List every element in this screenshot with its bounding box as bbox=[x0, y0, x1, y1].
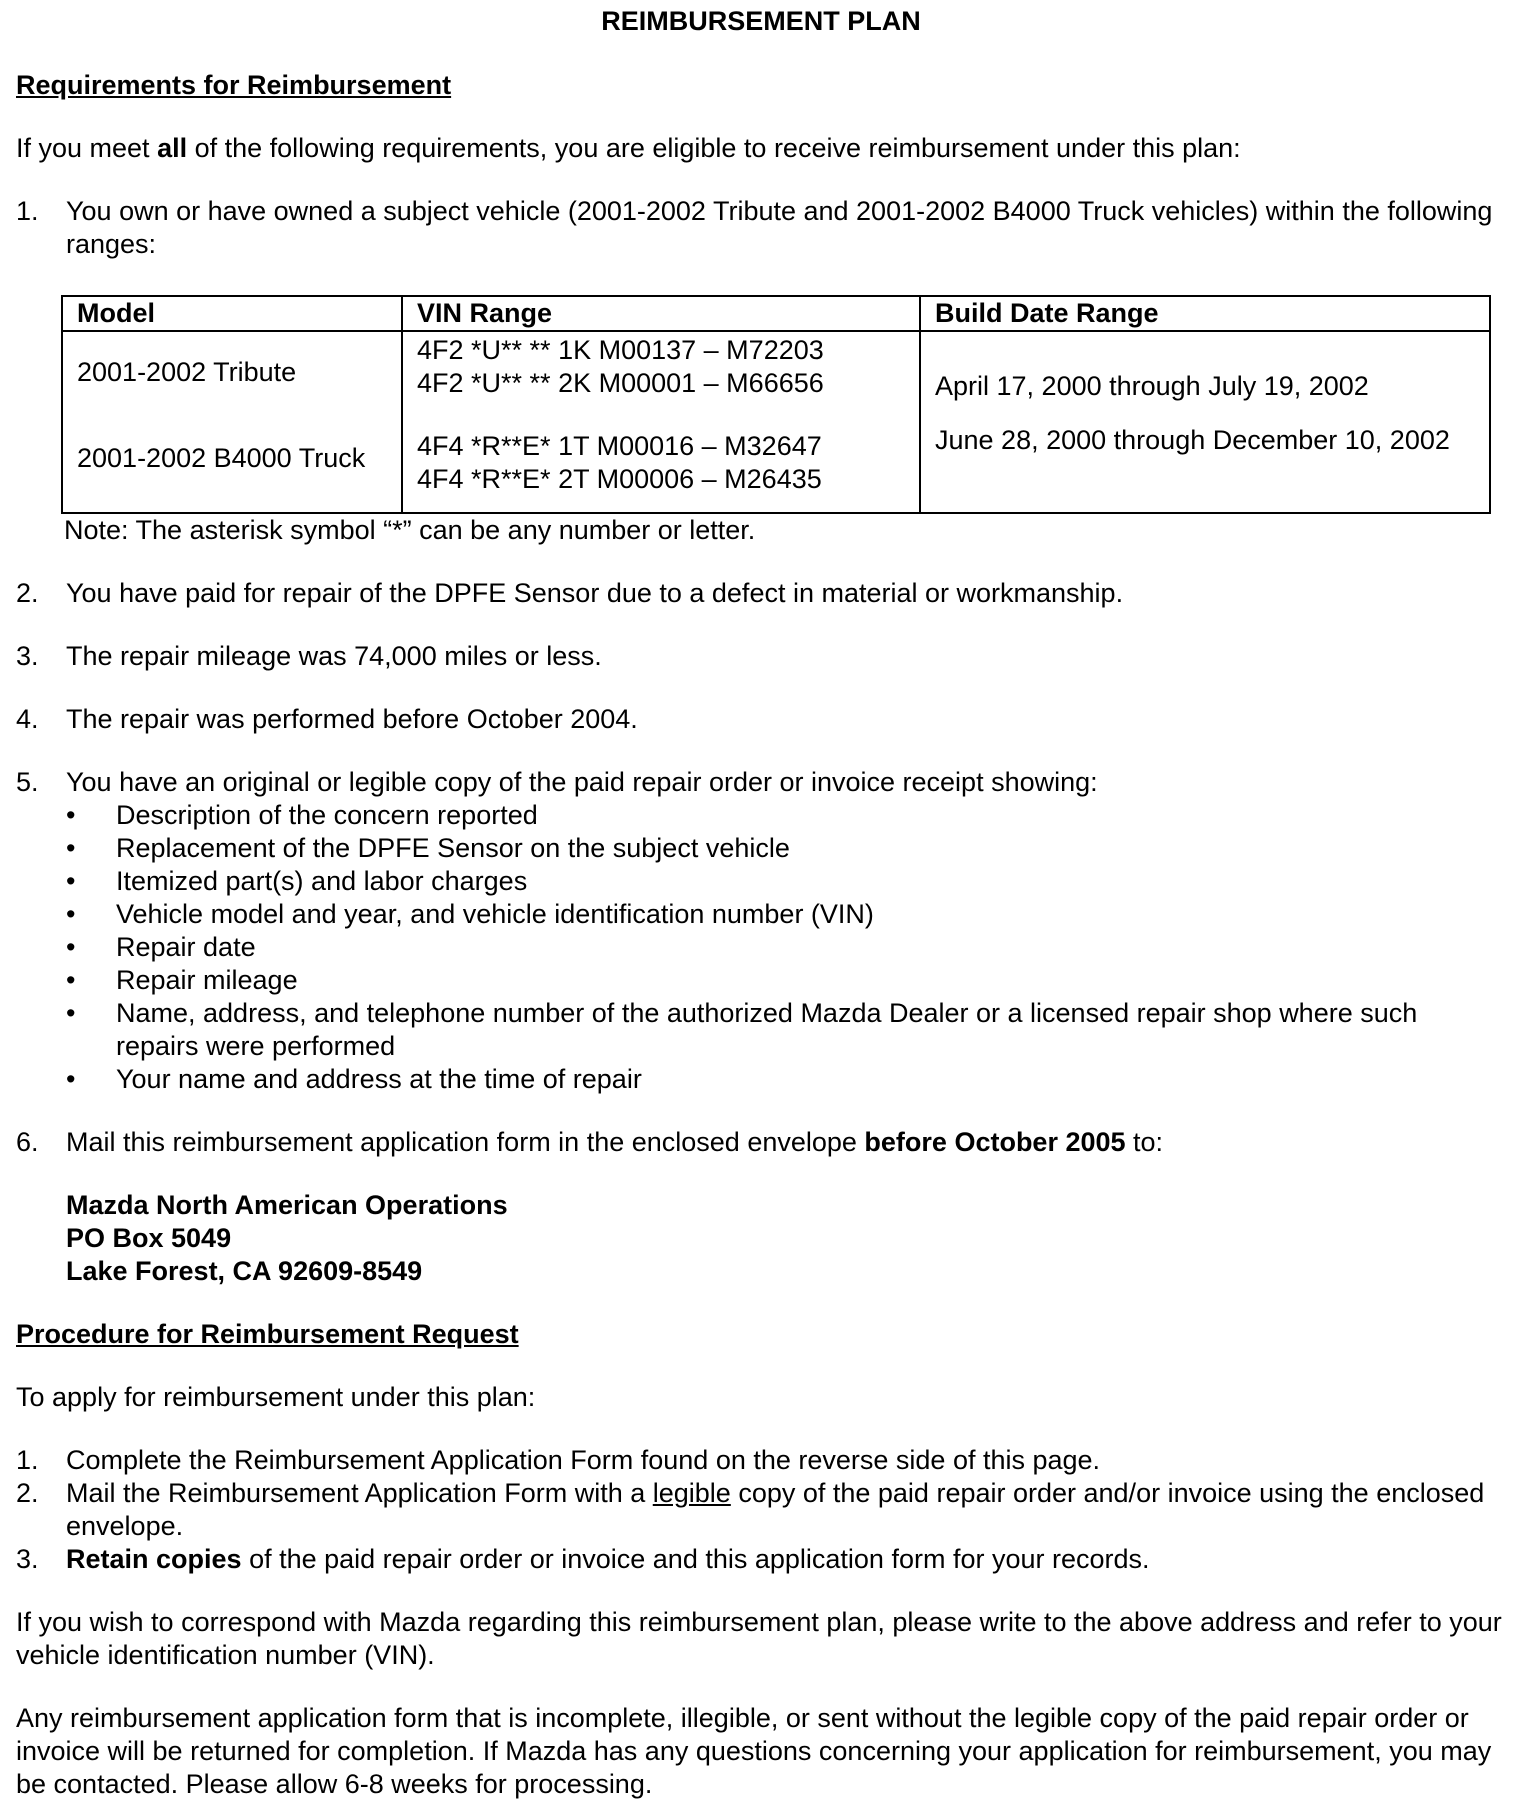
list-item: • Repair date bbox=[66, 931, 1506, 964]
header-model: Model bbox=[62, 296, 402, 331]
vin-range: 4F4 *R**E* 2T M00006 – M26435 bbox=[417, 464, 822, 494]
vin-range: 4F2 *U** ** 1K M00137 – M72203 bbox=[417, 335, 824, 365]
vehicle-range-table bbox=[61, 295, 1491, 514]
procedure-heading: Procedure for Reimbursement Request bbox=[16, 1319, 519, 1349]
list-item: • Name, address, and telephone number of the authorized Mazda Dealer or a licensed repair shop where such repairs were performed bbox=[66, 997, 1506, 1063]
address-line: Mazda North American Operations bbox=[66, 1190, 508, 1220]
address-line: Lake Forest, CA 92609-8549 bbox=[66, 1256, 423, 1286]
procedure-intro: To apply for reimbursement under this plan: bbox=[16, 1382, 536, 1412]
model-tribute: 2001-2002 Tribute bbox=[77, 357, 297, 387]
header-build-date-range: Build Date Range bbox=[920, 296, 1490, 331]
build-date-b4000: June 28, 2000 through December 10, 2002 bbox=[935, 425, 1450, 455]
receipt-requirements-list bbox=[16, 799, 1506, 1096]
list-item: • Your name and address at the time of repair bbox=[66, 1063, 1506, 1096]
list-item: • Itemized part(s) and labor charges bbox=[66, 865, 1506, 898]
list-item: • Vehicle model and year, and vehicle identification number (VIN) bbox=[66, 898, 1506, 931]
vin-range: 4F4 *R**E* 1T M00016 – M32647 bbox=[417, 431, 822, 461]
mailing-address bbox=[66, 1189, 1506, 1288]
procedure-step-2: 2. Mail the Reimbursement Application Form with a legible copy of the paid repair order and/or invoice using the enclosed envelope. bbox=[16, 1478, 1485, 1541]
table-row bbox=[62, 331, 1490, 513]
list-item: • Description of the concern reported bbox=[66, 799, 1506, 832]
processing-paragraph: Any reimbursement application form that is incomplete, illegible, or sent without the legible copy of the paid repair order or invoice will be returned for completion. If Mazda has any questions concerning your application for reimbursement, you may be contacted. Please allow 6-8 weeks for processing. bbox=[16, 1703, 1492, 1799]
requirement-item-2: 2. You have paid for repair of the DPFE Sensor due to a defect in material or workmanship. bbox=[16, 578, 1124, 608]
header-vin-range: VIN Range bbox=[402, 296, 920, 331]
requirement-item-1: 1. You own or have owned a subject vehicle (2001-2002 Tribute and 2001-2002 B4000 Truck vehicles) within the following ranges: bbox=[16, 196, 1493, 259]
procedure-step-1: 1. Complete the Reimbursement Application Form found on the reverse side of this page. bbox=[16, 1445, 1101, 1475]
requirement-item-4: 4. The repair was performed before October 2004. bbox=[16, 704, 638, 734]
procedure-step-3: 3. Retain copies of the paid repair order or invoice and this application form for your records. bbox=[16, 1544, 1150, 1574]
requirement-item-3: 3. The repair mileage was 74,000 miles or less. bbox=[16, 641, 602, 671]
page-title: REIMBURSEMENT PLAN bbox=[601, 6, 921, 36]
requirements-heading: Requirements for Reimbursement bbox=[16, 70, 452, 100]
model-cell bbox=[62, 331, 402, 513]
asterisk-note: Note: The asterisk symbol “*” can be any number or letter. bbox=[64, 515, 756, 545]
requirements-intro: If you meet all of the following requirements, you are eligible to receive reimbursement under this plan: bbox=[16, 133, 1241, 163]
list-item: • Repair mileage bbox=[66, 964, 1506, 997]
requirement-item-6: 6. Mail this reimbursement application form in the enclosed envelope before October 2005 to: bbox=[16, 1127, 1164, 1157]
table-header-row bbox=[62, 296, 1490, 331]
document-page bbox=[16, 0, 1506, 1801]
build-date-tribute: April 17, 2000 through July 19, 2002 bbox=[935, 371, 1369, 401]
list-item: • Replacement of the DPFE Sensor on the subject vehicle bbox=[66, 832, 1506, 865]
vin-range: 4F2 *U** ** 2K M00001 – M66656 bbox=[417, 368, 824, 398]
requirement-item-5: 5. You have an original or legible copy of the paid repair order or invoice receipt showing: bbox=[16, 767, 1098, 797]
model-b4000: 2001-2002 B4000 Truck bbox=[77, 443, 366, 473]
vin-cell bbox=[402, 331, 920, 513]
correspondence-paragraph: If you wish to correspond with Mazda regarding this reimbursement plan, please write to the above address and refer to your vehicle identification number (VIN). bbox=[16, 1607, 1502, 1670]
build-date-cell bbox=[920, 331, 1490, 513]
address-line: PO Box 5049 bbox=[66, 1223, 232, 1253]
